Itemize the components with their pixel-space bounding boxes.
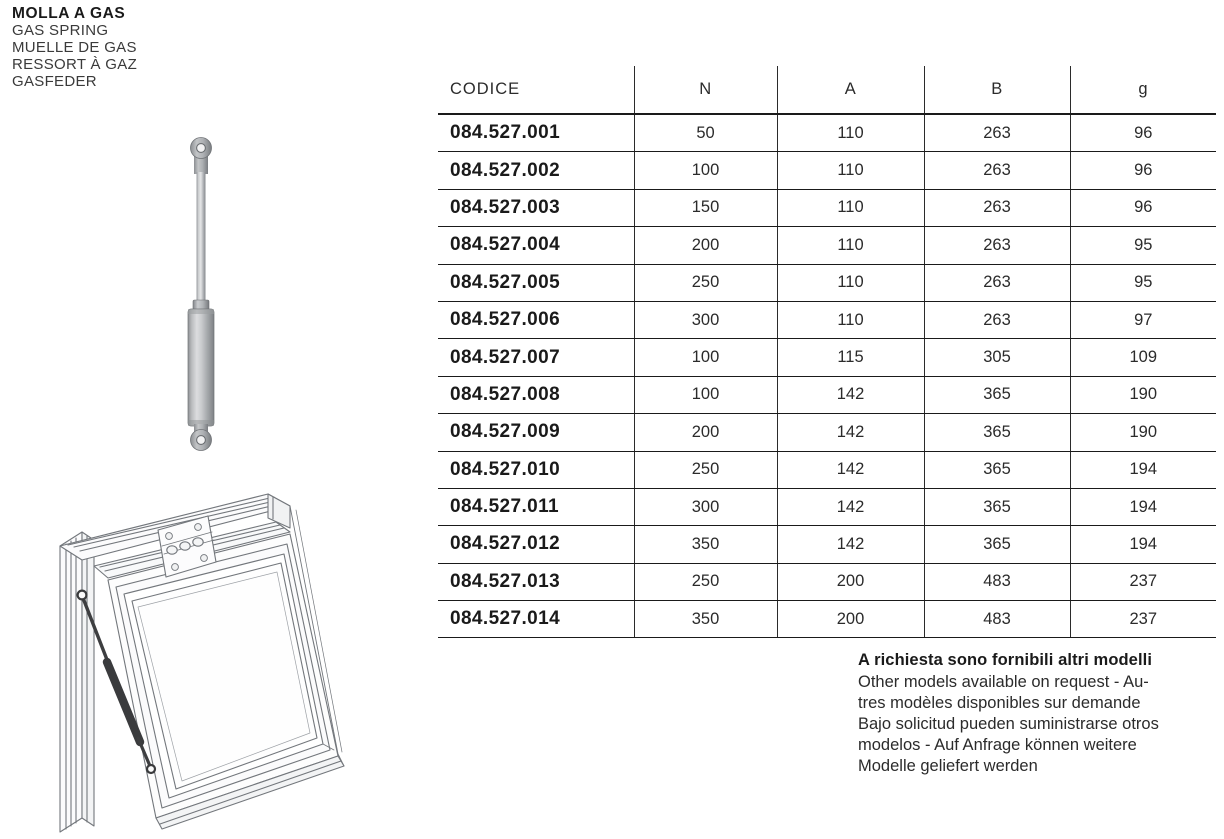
cell-b: 483 [924,563,1070,600]
spring-top-eyelet [191,138,212,175]
cell-g: 96 [1070,152,1216,189]
window-assembly-illustration [38,488,378,834]
cell-a: 142 [777,526,924,563]
table-row[interactable] [438,227,1216,264]
page-title-french: RESSORT À GAZ [12,56,138,73]
cell-g: 95 [1070,264,1216,301]
cell-a: 200 [777,601,924,638]
cell-a: 142 [777,414,924,451]
table-header [438,66,1216,114]
cell-code: 084.527.008 [438,376,634,413]
cell-g: 190 [1070,414,1216,451]
cell-code: 084.527.004 [438,227,634,264]
cell-n: 250 [634,264,777,301]
table-row[interactable] [438,152,1216,189]
page-title-spanish: MUELLE DE GAS [12,39,137,56]
cell-n: 300 [634,301,777,338]
cell-a: 110 [777,114,924,152]
spring-cylinder-body [188,309,214,426]
cell-g: 194 [1070,451,1216,488]
cell-code: 084.527.003 [438,189,634,226]
table-row[interactable] [438,264,1216,301]
cell-g: 109 [1070,339,1216,376]
table-row[interactable] [438,414,1216,451]
cell-b: 263 [924,264,1070,301]
table-header-row [438,66,1216,114]
cell-a: 142 [777,451,924,488]
cell-g: 190 [1070,376,1216,413]
cell-a: 110 [777,227,924,264]
cell-n: 350 [634,601,777,638]
page-title-block [12,5,412,90]
cell-g: 194 [1070,488,1216,525]
spring-piston-rod [197,172,206,304]
cell-n: 50 [634,114,777,152]
cell-g: 95 [1070,227,1216,264]
cell-a: 110 [777,301,924,338]
gas-spring-illustration [168,128,258,478]
cell-g: 97 [1070,301,1216,338]
cell-n: 100 [634,152,777,189]
cell-code: 084.527.011 [438,488,634,525]
availability-note-line: Modelle geliefert werden [858,757,1038,775]
cell-b: 263 [924,227,1070,264]
cell-code: 084.527.006 [438,301,634,338]
cell-b: 263 [924,189,1070,226]
cell-a: 142 [777,376,924,413]
table-row[interactable] [438,563,1216,600]
page-title-italian: MOLLA A GAS [12,5,126,22]
cell-a: 200 [777,563,924,600]
column-header-b: B [924,66,1070,114]
cell-a: 110 [777,189,924,226]
cell-g: 96 [1070,189,1216,226]
availability-note [858,650,1220,777]
cell-b: 305 [924,339,1070,376]
cell-b: 365 [924,488,1070,525]
availability-note-heading: A richiesta sono fornibili altri modelli [858,651,1153,669]
cell-n: 250 [634,451,777,488]
cell-n: 100 [634,339,777,376]
cell-a: 110 [777,152,924,189]
cell-a: 110 [777,264,924,301]
cell-b: 263 [924,301,1070,338]
cell-b: 365 [924,376,1070,413]
column-header-n: N [634,66,777,114]
cell-n: 350 [634,526,777,563]
cell-b: 263 [924,114,1070,152]
availability-note-line: tres modèles disponibles sur demande [858,694,1141,712]
specifications-table [438,66,1216,638]
cell-g: 237 [1070,563,1216,600]
table-row[interactable] [438,376,1216,413]
cell-code: 084.527.007 [438,339,634,376]
column-header-codice: CODICE [438,66,634,114]
column-header-a: A [777,66,924,114]
cell-n: 200 [634,227,777,264]
cell-code: 084.527.012 [438,526,634,563]
cell-g: 96 [1070,114,1216,152]
availability-note-line: modelos - Auf Anfrage können weitere [858,736,1137,754]
availability-note-line: Bajo solicitud pueden suministrarse otros [858,715,1159,733]
cell-b: 365 [924,414,1070,451]
cell-a: 115 [777,339,924,376]
table-row[interactable] [438,114,1216,152]
table-row[interactable] [438,339,1216,376]
page-title-german: GASFEDER [12,73,97,90]
page-title-english: GAS SPRING [12,22,109,39]
cell-b: 365 [924,451,1070,488]
availability-note-line: Other models available on request - Au- [858,673,1149,691]
specifications-table-container [438,66,1216,638]
cell-n: 300 [634,488,777,525]
cell-code: 084.527.010 [438,451,634,488]
cell-b: 483 [924,601,1070,638]
cell-n: 100 [634,376,777,413]
table-body [438,114,1216,638]
table-row[interactable] [438,601,1216,638]
cell-code: 084.527.013 [438,563,634,600]
table-row[interactable] [438,301,1216,338]
column-header-g: g [1070,66,1216,114]
table-row[interactable] [438,526,1216,563]
cell-a: 142 [777,488,924,525]
cell-g: 194 [1070,526,1216,563]
cell-code: 084.527.014 [438,601,634,638]
table-row[interactable] [438,488,1216,525]
cell-n: 200 [634,414,777,451]
cell-code: 084.527.002 [438,152,634,189]
cell-code: 084.527.005 [438,264,634,301]
cell-b: 263 [924,152,1070,189]
table-row[interactable] [438,189,1216,226]
cell-g: 237 [1070,601,1216,638]
cell-n: 150 [634,189,777,226]
cell-code: 084.527.001 [438,114,634,152]
cell-code: 084.527.009 [438,414,634,451]
frame-vertical-post [60,532,94,832]
cell-n: 250 [634,563,777,600]
table-row[interactable] [438,451,1216,488]
cell-b: 365 [924,526,1070,563]
spring-bottom-eyelet [191,424,212,451]
